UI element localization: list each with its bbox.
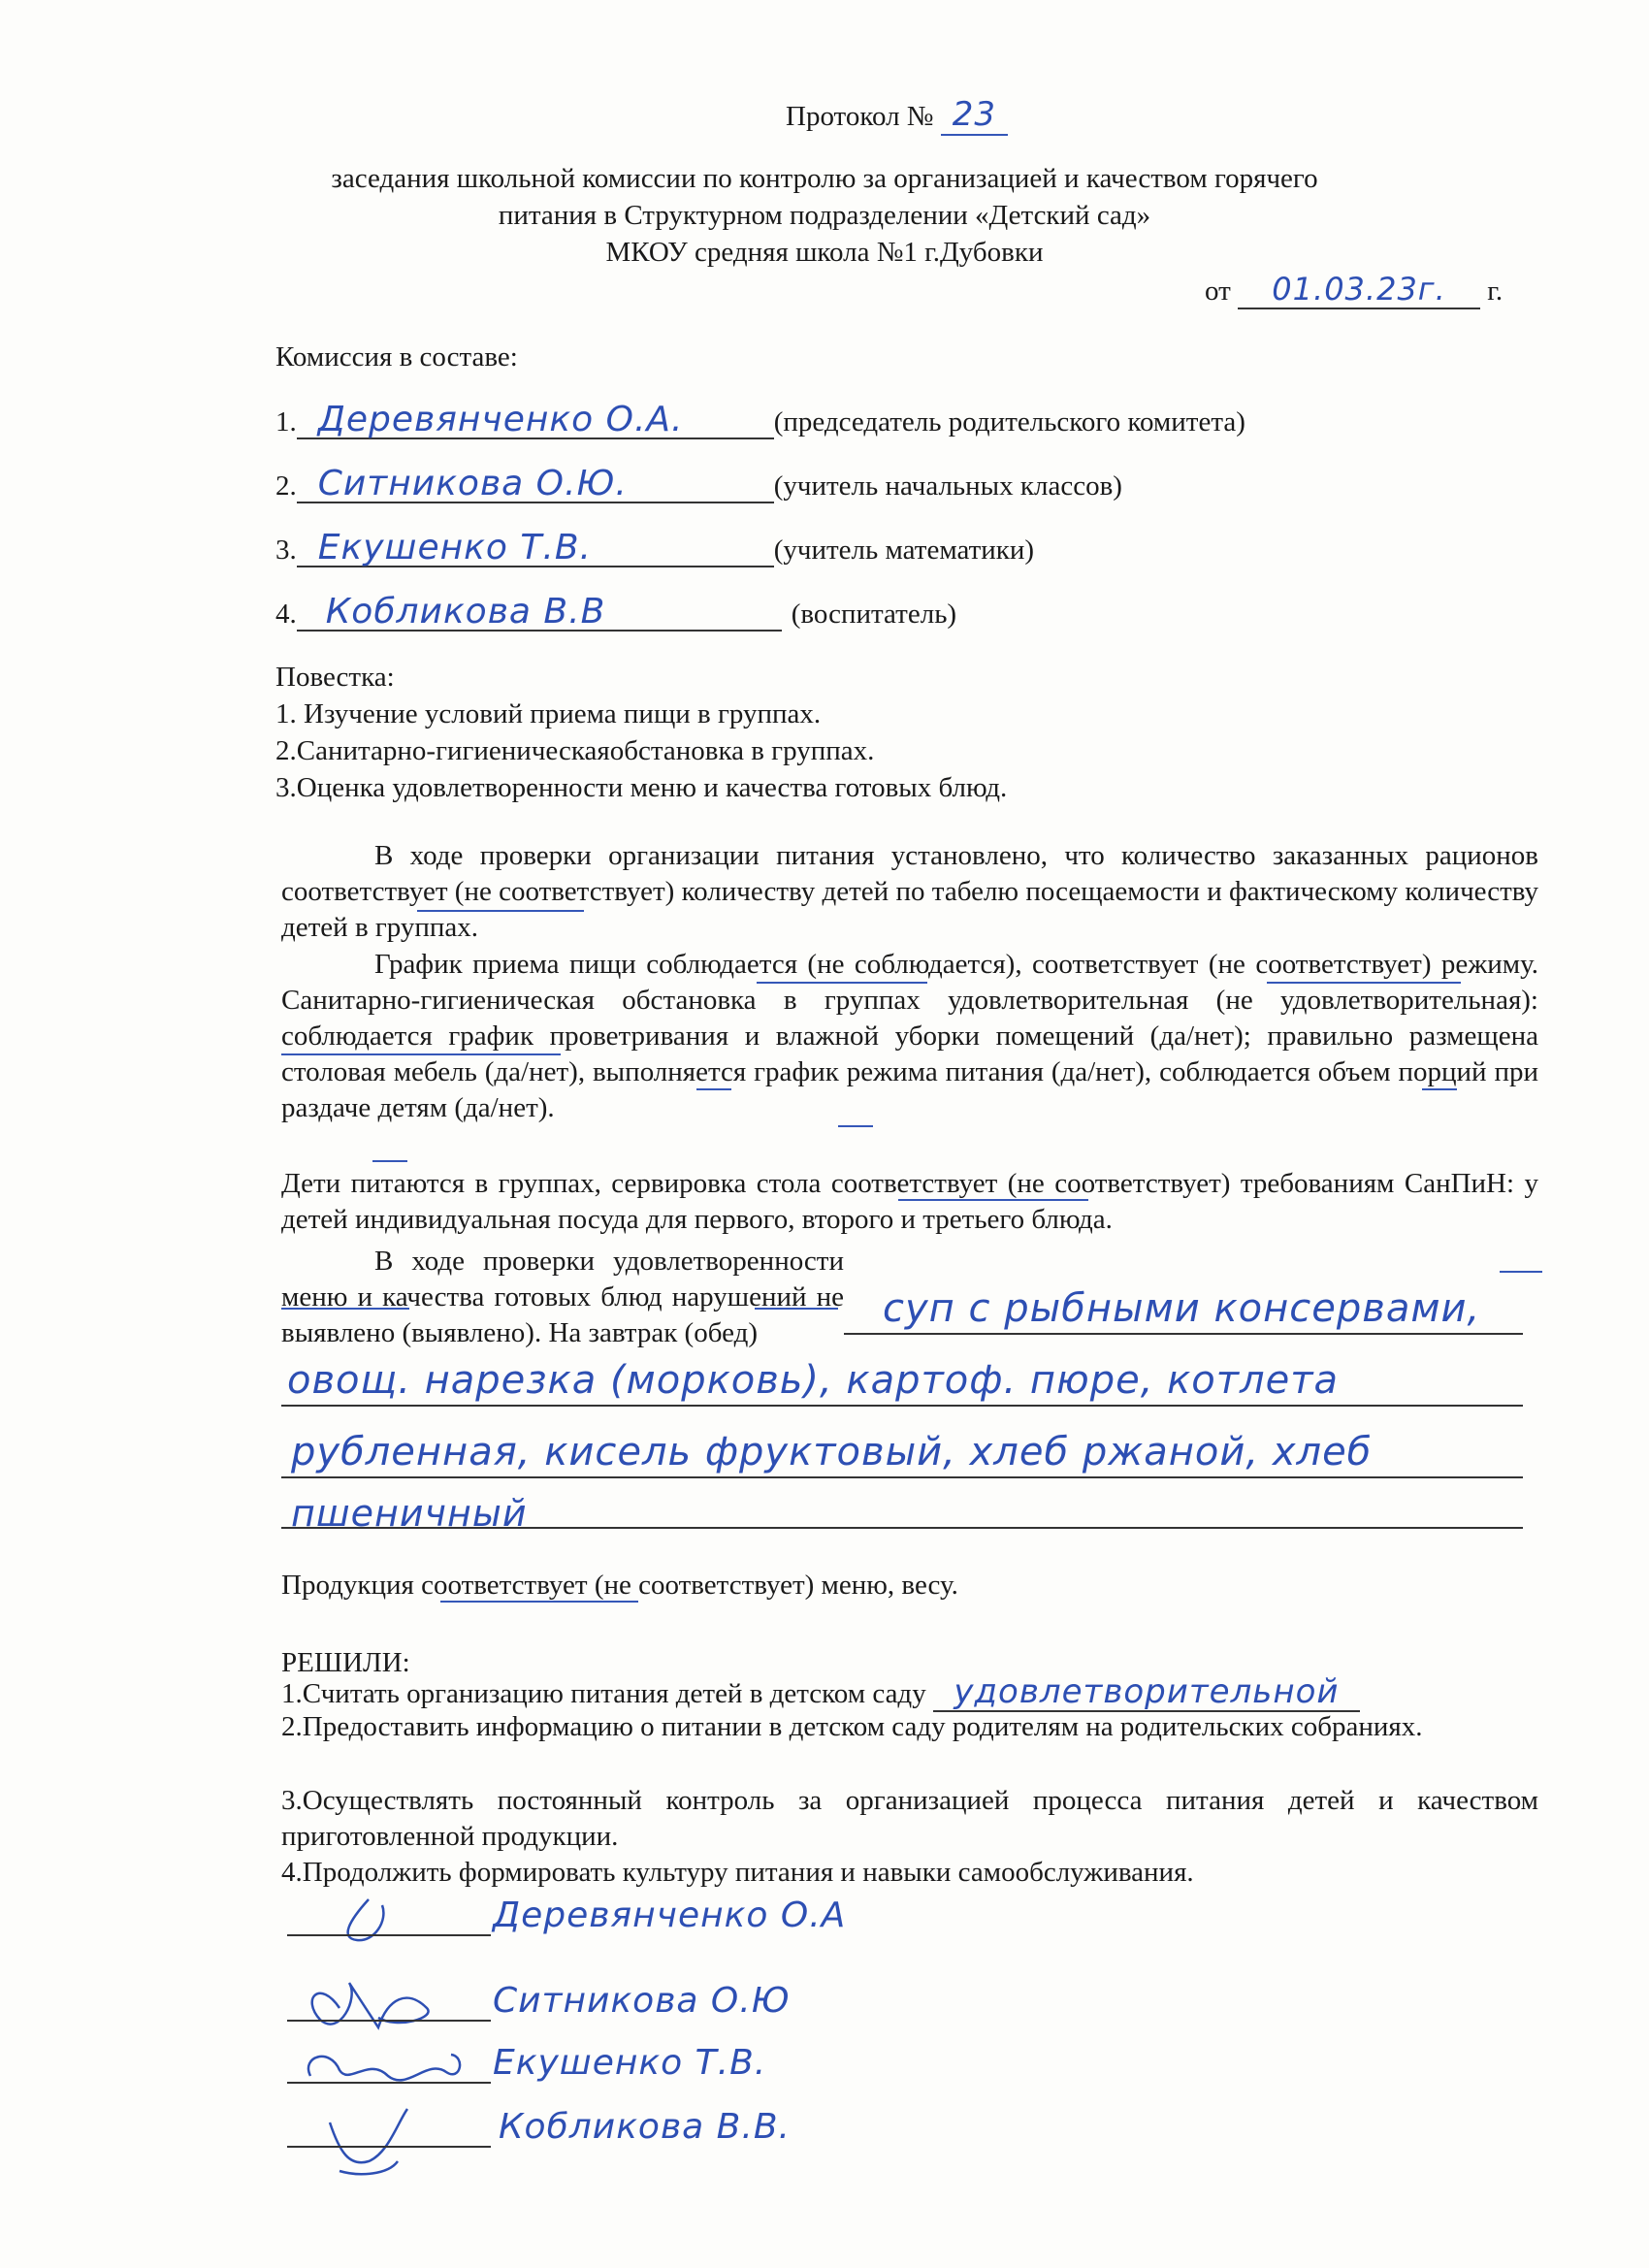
- menu-underline: [844, 1333, 1523, 1335]
- menu-line-3: рубленная, кисель фруктовый, хлеб ржаной, хлеб: [291, 1430, 1373, 1474]
- agenda-title: Повестка:: [275, 662, 395, 693]
- signature-line: [287, 1934, 491, 1936]
- member-name: Ситникова О.Ю.: [297, 466, 774, 503]
- decision-item-4: 4.Продолжить формировать культуру питания и навыки самообслуживания.: [281, 1857, 1194, 1888]
- menu-underline: [281, 1405, 1523, 1407]
- handwritten-signature: [281, 1892, 495, 1946]
- date-prefix: от: [1205, 275, 1231, 307]
- agenda-item-1: 1. Изучение условий приема пищи в группах.: [275, 698, 822, 729]
- selection-mark: [838, 1125, 873, 1127]
- member-role: (учитель математики): [773, 535, 1035, 566]
- paragraph-products: Продукция соответствует (не соответствует) меню, весу.: [281, 1570, 958, 1601]
- signature-name: Деревянченко О.А: [493, 1895, 847, 1935]
- selection-mark: [372, 1160, 407, 1162]
- paragraph-menu-check: В ходе проверки удовлетворенности меню и качества готовых блюд нарушений не выявлено (выявлено). На завтрак (обед): [281, 1246, 844, 1348]
- commission-member-2: [275, 466, 1122, 504]
- member-role: (председатель родительского комитета): [773, 406, 1245, 437]
- menu-line-1: суп с рыбными консервами,: [883, 1286, 1481, 1331]
- subtitle-line-3: МКОУ средняя школа №1 г.Дубовки: [605, 237, 1044, 268]
- date-value: 01.03.23г.: [1238, 272, 1480, 309]
- selection-mark: [696, 1088, 731, 1090]
- agenda-item-2: 2.Санитарно-гигиеническаяобстановка в группах.: [275, 735, 875, 766]
- selection-mark: [281, 1308, 409, 1310]
- member-number: 1.: [275, 406, 297, 437]
- decision-item-1: [281, 1674, 1360, 1712]
- selection-mark: [1500, 1271, 1542, 1273]
- member-name: Екушенко Т.В.: [297, 530, 774, 567]
- member-role: (учитель начальных классов): [773, 470, 1122, 502]
- selection-mark: [281, 1053, 561, 1055]
- menu-line-2: овощ. нарезка (морковь), картоф. пюре, котлета: [287, 1358, 1340, 1403]
- selection-mark: [755, 1308, 838, 1310]
- decision-item-3: 3.Осуществлять постоянный контроль за организацией процесса питания детей и качеством приготовленной продукции.: [281, 1785, 1538, 1852]
- paragraph-rations: В ходе проверки организации питания установлено, что количество заказанных рационов соответствует (не соответствует) количеству детей по табелю посещаемости и фактическому количеству детей в группах.: [281, 840, 1538, 943]
- handwritten-signature: [281, 2037, 495, 2095]
- decision-item-1-value: удовлетворительной: [933, 1674, 1360, 1712]
- date-suffix: г.: [1487, 275, 1504, 307]
- menu-underline: [281, 1476, 1523, 1478]
- signature-name: Ситникова О.Ю: [493, 1981, 791, 2021]
- protocol-label: Протокол №: [786, 101, 934, 132]
- signature-name: Екушенко Т.В.: [493, 2043, 767, 2083]
- commission-member-3: [275, 530, 1034, 568]
- menu-line-4: пшеничный: [291, 1492, 528, 1535]
- commission-member-1: [275, 402, 1245, 440]
- protocol-title: [786, 97, 1008, 135]
- decision-title: РЕШИЛИ:: [281, 1647, 410, 1678]
- member-number: 4.: [275, 599, 297, 630]
- member-number: 3.: [275, 535, 297, 566]
- selection-mark: [757, 982, 927, 984]
- selection-mark: [417, 910, 584, 912]
- handwritten-signature: [281, 2103, 495, 2181]
- member-name: Деревянченко О.А.: [297, 402, 774, 439]
- selection-mark: [898, 1199, 1088, 1201]
- paragraph-schedule: График приема пищи соблюдается (не соблюдается), соответствует (не соответствует) режиму. Санитарно-гигиеническая обстановка в группах удовлетворительная (не удовлетворительная): соблюдается график проветривания и влажной уборки помещений (да/нет); правильно размещена столовая мебель (да/нет), выполняется график режима питания (да/нет), соблюдается объем порций при раздаче детям (да/нет).: [281, 949, 1538, 1123]
- handwritten-signature: [281, 1969, 495, 2037]
- signature-name: Кобликова В.В.: [499, 2107, 791, 2147]
- selection-mark: [440, 1601, 638, 1603]
- commission-title: Комиссия в составе:: [275, 341, 518, 373]
- selection-mark: [1267, 982, 1461, 984]
- member-role: (воспитатель): [791, 599, 957, 630]
- selection-mark: [1422, 1088, 1457, 1090]
- paragraph-serving: Дети питаются в группах, сервировка стола соответствует (не соответствует) требованиям СанПиН: у детей индивидуальная посуда для первого, второго и третьего блюда.: [281, 1168, 1538, 1235]
- signature-line: [287, 2082, 491, 2084]
- protocol-number: 23: [941, 95, 1008, 136]
- subtitle-line-2: питания в Структурном подразделении «Детский сад»: [498, 200, 1151, 231]
- protocol-date: [1205, 272, 1503, 309]
- agenda-item-3: 3.Оценка удовлетворенности меню и качества готовых блюд.: [275, 772, 1008, 803]
- commission-member-4: [275, 594, 956, 632]
- menu-underline: [281, 1527, 1523, 1529]
- member-name: Кобликова В.В: [297, 594, 782, 632]
- signature-line: [287, 2146, 491, 2148]
- subtitle-line-1: заседания школьной комиссии по контролю за организацией и качеством горячего: [331, 163, 1318, 194]
- signature-line: [287, 2020, 491, 2022]
- decision-item-1-text: 1.Считать организацию питания детей в детском саду: [281, 1678, 926, 1709]
- member-number: 2.: [275, 470, 297, 502]
- decision-item-2: 2.Предоставить информацию о питании в детском саду родителям на родительских собраниях.: [281, 1711, 1423, 1742]
